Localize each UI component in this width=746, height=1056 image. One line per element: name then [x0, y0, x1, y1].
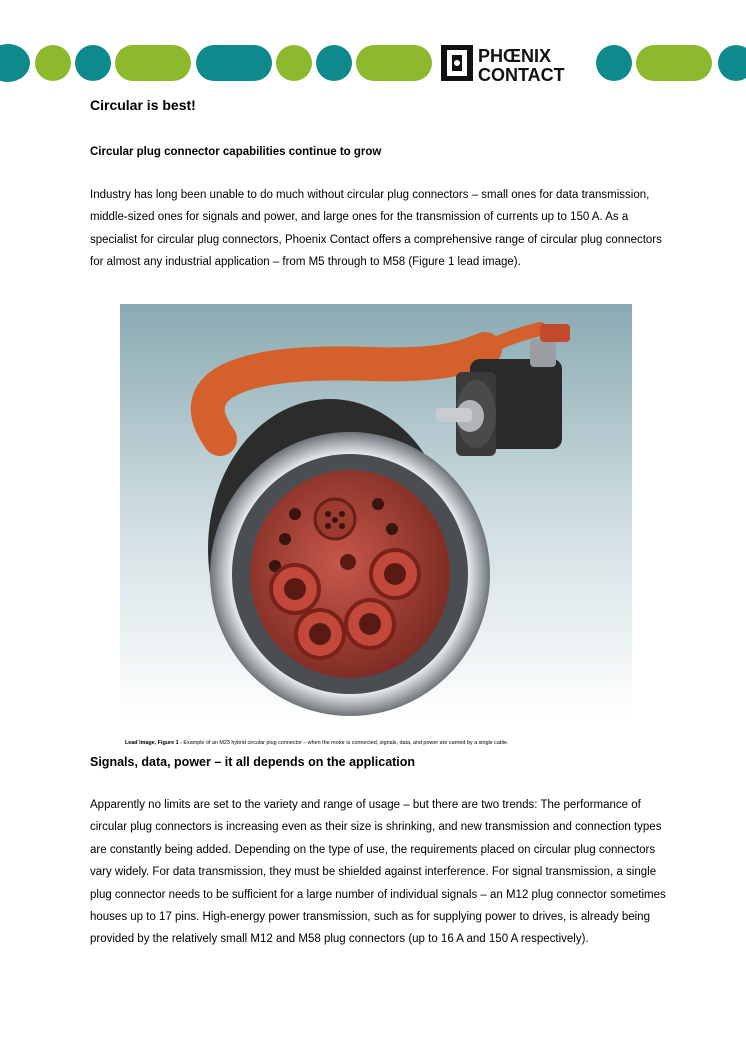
section-heading: Circular plug connector capabilities continue to grow [90, 146, 382, 158]
body-paragraph: Industry has long been unable to do much without circular plug connectors – small ones for data transmission, middle-sized ones for signals and power, and large ones for the transmission of currents up to 150 A. As a specialist for circular plug connectors, Phoenix Contact offers a comprehensive range of circular plug connectors for almost any industrial application – from M5 through to M58 (Figure 1 lead image). [90, 189, 662, 269]
banner-pill [636, 45, 712, 81]
banner-pill [115, 45, 191, 81]
logo-text-line1: PHŒNIX [478, 46, 552, 66]
body-paragraph: Apparently no limits are set to the variety and range of usage – but there are two trends: The performance of circular plug connectors is increasing even as their size is shrinking, and new transmission and connection types are constantly being added. Depending on the type of use, the requirements placed on circular plug connectors vary widely. For data transmission, they must be shielded against interference. For signal transmission, a single plug connector needs to be sufficient for a large number of individual signals – an M12 plug connector sometimes houses up to 17 pins. High-energy power transmission, such as for supplying power to drives, is already being provided by the relatively small M12 and M58 plug connectors (up to 16 A and 150 A respectively). [90, 799, 666, 946]
banner-pill [0, 44, 30, 82]
figure-caption [125, 740, 509, 746]
banner-dot [596, 45, 632, 81]
banner-pill [356, 45, 432, 81]
caption-text: Example of an M23 hybrid circular plug connector – when the motor is connected, signals, data, and power are carried by a single cable. [181, 740, 509, 746]
banner-dot [75, 45, 111, 81]
page-title: Circular is best! [90, 97, 196, 113]
banner-dot [316, 45, 352, 81]
section-heading: Signals, data, power – it all depends on the application [90, 755, 416, 769]
connector-photo [120, 304, 632, 719]
banner-pill [196, 45, 272, 81]
header-banner [0, 0, 746, 100]
banner-dot [35, 45, 71, 81]
banner-dot [276, 45, 312, 81]
banner-dot [718, 45, 746, 81]
logo-text-line2: CONTACT [478, 65, 565, 85]
phoenix-contact-logo [441, 45, 565, 85]
caption-label: Lead Image, Figure 1 - [125, 740, 182, 746]
